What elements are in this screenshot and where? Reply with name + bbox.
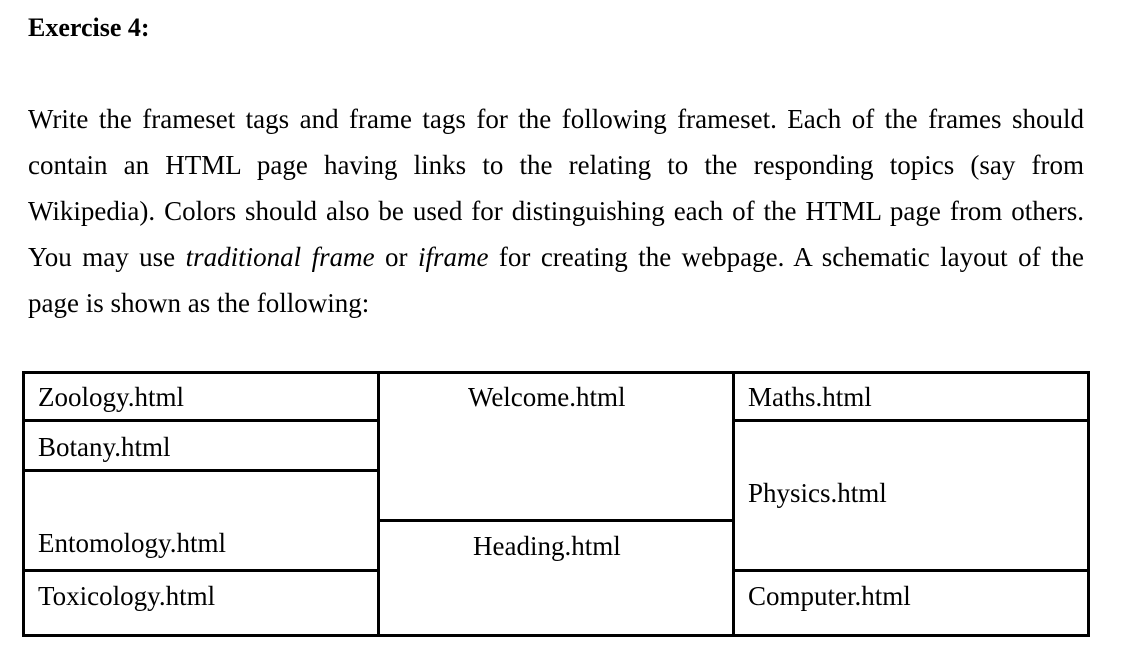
schematic-border-left <box>22 371 25 637</box>
instructions-emphasis-traditional-frame: traditional frame <box>185 242 375 272</box>
schematic-border-bottom <box>22 634 1090 637</box>
schematic-border-top <box>22 371 1090 374</box>
left-column-divider-2 <box>22 469 380 472</box>
schematic-divider-middle-right <box>732 371 735 637</box>
left-column-divider-3 <box>22 569 380 572</box>
exercise-title: Exercise 4: <box>28 13 150 42</box>
frame-label-entomology: Entomology.html <box>38 528 226 558</box>
instructions-emphasis-iframe: iframe <box>417 242 489 272</box>
middle-column-divider <box>377 519 735 522</box>
frame-label-maths: Maths.html <box>748 382 872 412</box>
schematic-divider-left-middle <box>377 371 380 637</box>
schematic-border-right <box>1087 371 1090 637</box>
frame-label-toxicology: Toxicology.html <box>38 581 216 611</box>
right-column-divider-2 <box>732 569 1090 572</box>
right-column-divider-1 <box>732 419 1090 422</box>
instructions-text-2: or <box>374 242 418 272</box>
frame-label-heading: Heading.html <box>473 531 621 561</box>
instructions-text-1: Write the frameset tags and frame tags for the following frameset. Each of the frames should contain an HTML page having links to the relating to the responding topics (say from Wikipedia). Colors should also be used for distinguishing each of the HTML page from others. You may use <box>28 104 1084 272</box>
frame-label-zoology: Zoology.html <box>38 382 184 412</box>
frame-label-welcome: Welcome.html <box>468 382 626 412</box>
frame-label-computer: Computer.html <box>748 581 911 611</box>
left-column-divider-1 <box>22 419 380 422</box>
instructions-text-3: for creating the webpage. A schematic layout of the page is shown as the following: <box>28 242 1084 318</box>
frame-label-physics: Physics.html <box>748 478 887 508</box>
frame-label-botany: Botany.html <box>38 432 171 462</box>
